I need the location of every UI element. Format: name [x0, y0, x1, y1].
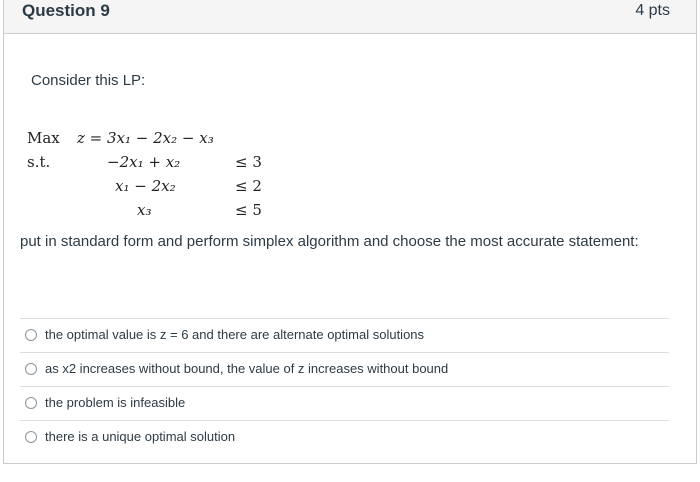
lp-objective: z = 3x₁ − 2x₂ − x₃	[77, 129, 214, 147]
radio-button[interactable]	[25, 431, 37, 443]
answer-label[interactable]: as x2 increases without bound, the value of z increases without bound	[45, 361, 449, 376]
answer-option[interactable]	[20, 420, 669, 454]
lp-max-keyword: Max	[27, 129, 60, 147]
lp-constraint-1-rhs: ≤ 3	[235, 153, 262, 171]
question-prompt: put in standard form and perform simplex algorithm and choose the most accurate statement:	[20, 233, 639, 250]
question-points: 4 pts	[635, 2, 670, 19]
question-intro: Consider this LP:	[31, 72, 146, 89]
lp-constraint-1-lhs: −2x₁ + x₂	[107, 153, 181, 171]
lp-st-keyword: s.t.	[27, 153, 51, 171]
answer-option[interactable]	[20, 386, 669, 420]
question-header	[4, 0, 696, 34]
answer-option[interactable]	[20, 318, 669, 352]
lp-constraint-3-rhs: ≤ 5	[235, 201, 262, 219]
answer-list	[20, 318, 669, 454]
answer-option[interactable]	[20, 352, 669, 386]
radio-button[interactable]	[25, 363, 37, 375]
lp-constraint-2-lhs: x₁ − 2x₂	[115, 177, 176, 195]
radio-button[interactable]	[25, 329, 37, 341]
answer-label[interactable]: there is a unique optimal solution	[45, 429, 236, 444]
answer-label[interactable]: the problem is infeasible	[45, 395, 186, 410]
lp-constraint-3-lhs: x₃	[137, 201, 152, 219]
lp-constraint-2-rhs: ≤ 2	[235, 177, 262, 195]
question-title: Question 9	[22, 1, 110, 20]
radio-button[interactable]	[25, 397, 37, 409]
answer-label[interactable]: the optimal value is z = 6 and there are alternate optimal solutions	[45, 327, 425, 342]
